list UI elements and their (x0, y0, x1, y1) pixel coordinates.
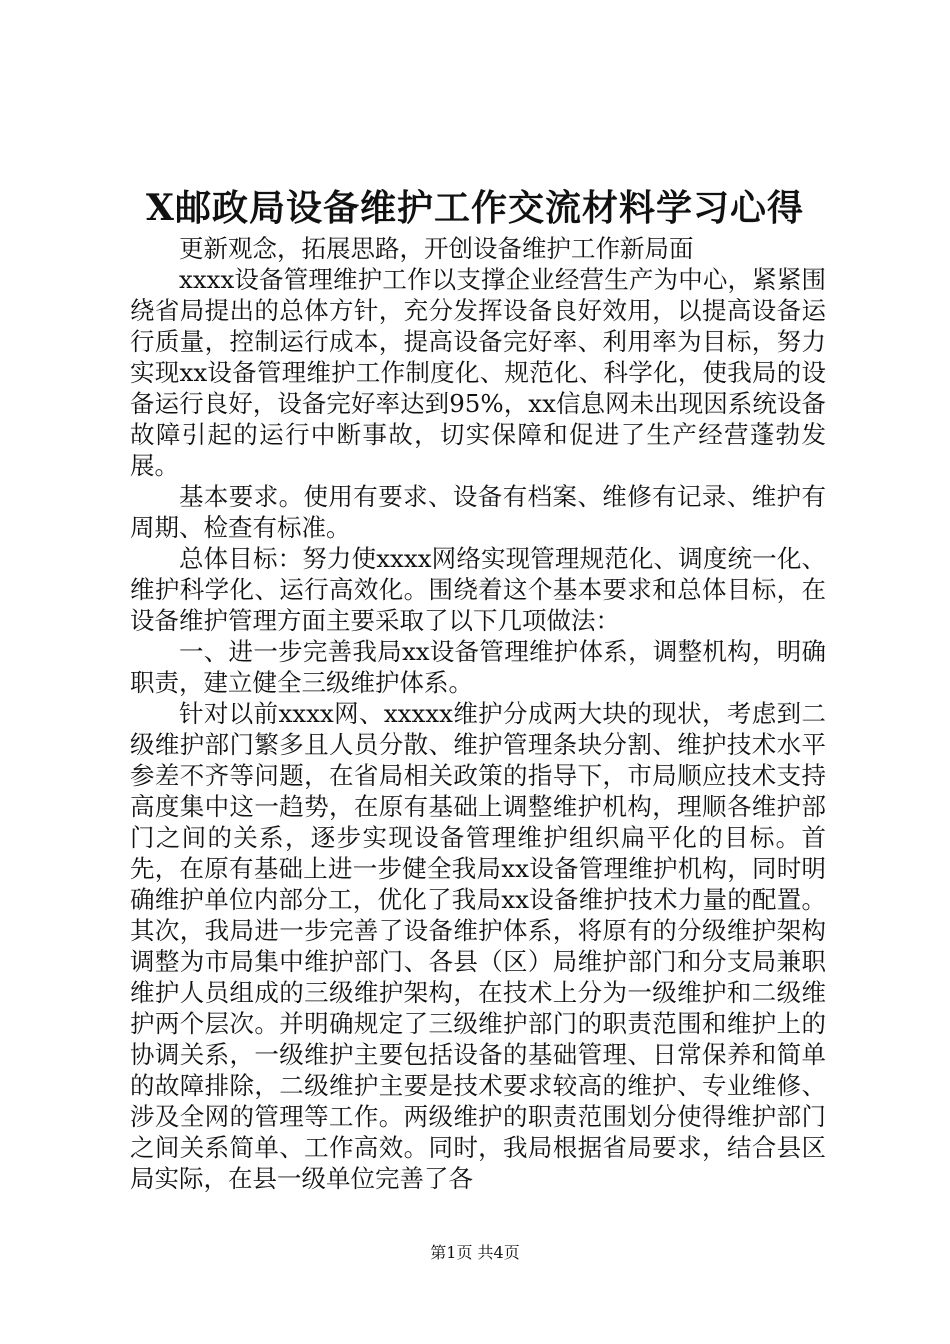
paragraph-basic-requirements: 基本要求。使用有要求、设备有档案、维修有记录、维护有周期、检查有标准。 (130, 482, 826, 542)
page-footer: 第1页 共4页 (430, 1243, 520, 1262)
paragraph-section-one-heading: 一、进一步完善我局xx设备管理维护体系，调整机构，明确职责，建立健全三级维护体系。 (130, 637, 826, 697)
paragraph-heading: 更新观念，拓展思路，开创设备维护工作新局面 (179, 234, 694, 263)
paragraph-overall-goal: 总体目标：努力使xxxx网络实现管理规范化、调度统一化、维护科学化、运行高效化。围绕着这个基本要求和总体目标，在设备维护管理方面主要采取了以下几项做法： (130, 544, 826, 635)
document-title: X邮政局设备维护工作交流材料学习心得 (146, 187, 804, 229)
document-body (130, 233, 826, 1194)
paragraph-intro: xxxx设备管理维护工作以支撑企业经营生产为中心，紧紧围绕省局提出的总体方针，充分发挥设备良好效用，以提高设备运行质量，控制运行成本，提高设备完好率、利用率为目标，努力实现xx设备管理维护工作制度化、规范化、科学化，使我局的设备运行良好，设备完好率达到95%，xx信息网未出现因系统设备故障引起的运行中断事故，切实保障和促进了生产经营蓬勃发展。 (130, 265, 826, 480)
paragraph-section-one-body: 针对以前xxxx网、xxxxx维护分成两大块的现状，考虑到二级维护部门繁多且人员分散、维护管理条块分割、维护技术水平参差不齐等问题，在省局相关政策的指导下，市局顺应技术支持高度集中这一趋势，在原有基础上调整维护机构，理顺各维护部门之间的关系，逐步实现设备管理维护组织扁平化的目标。首先，在原有基础上进一步健全我局xx设备管理维护机构，同时明确维护单位内部分工，优化了我局xx设备维护技术力量的配置。其次，我局进一步完善了设备维护体系，将原有的分级维护架构调整为市局集中维护部门、各县（区）局维护部门和分支局兼职维护人员组成的三级维护架构，在技术上分为一级维护和二级维护两个层次。并明确规定了三级维护部门的职责范围和维护上的协调关系，一级维护主要包括设备的基础管理、日常保养和简单的故障排除，二级维护主要是技术要求较高的维护、专业维修、涉及全网的管理等工作。两级维护的职责范围划分使得维护部门之间关系简单、工作高效。同时，我局根据省局要求，结合县区局实际，在县一级单位完善了各 (130, 699, 826, 1193)
